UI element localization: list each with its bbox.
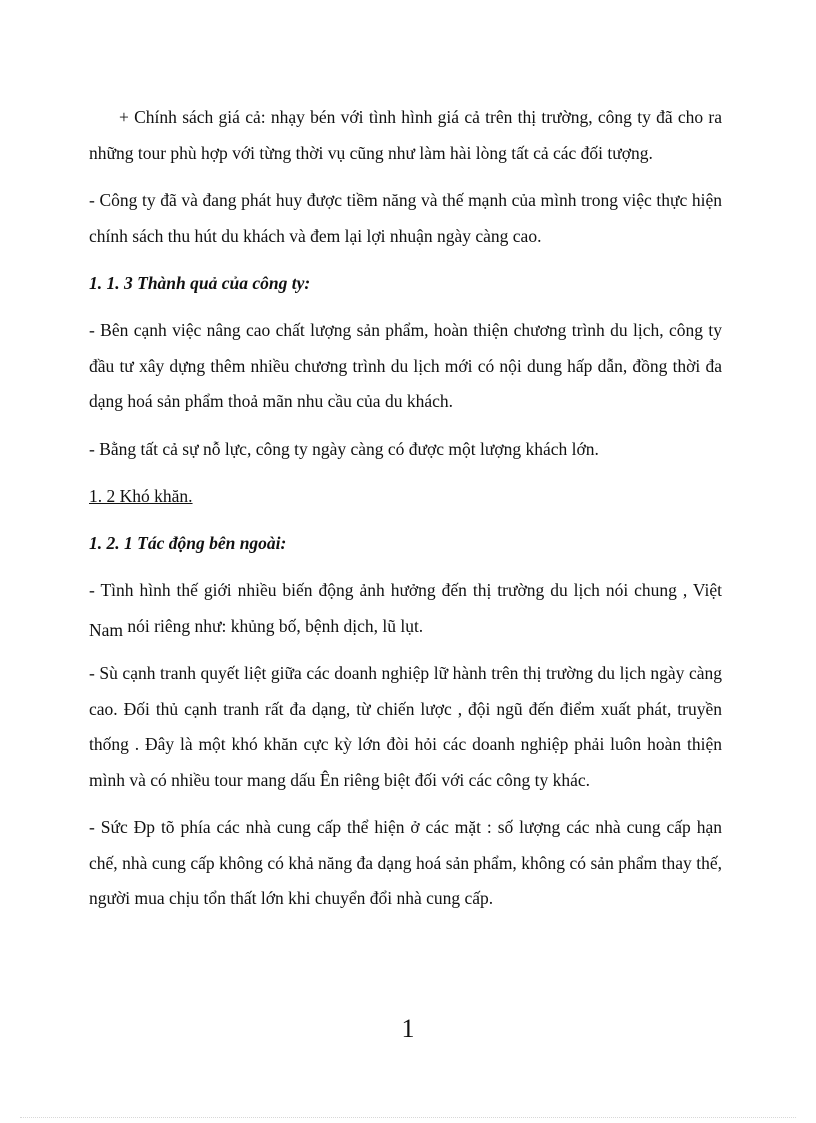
world-situation-text-b: nói riêng như: khủng bố, bệnh dịch, lũ lụt. <box>123 615 424 636</box>
paragraph-price-policy: + Chính sách giá cả: nhạy bén với tình hình giá cả trên thị trường, công ty đã cho ra những tour phù hợp với từng thời vụ cũng như làm hài lòng tất cả các đối tượng. <box>89 107 722 163</box>
paragraph-competition: - Sù cạnh tranh quyết liệt giữa các doanh nghiệp lữ hành trên thị trường du lịch ngày càng cao. Đối thủ cạnh tranh rất đa dạng, từ chiến lược , đội ngũ đến điểm xuất phát, truyền thống . Đây là một khó khăn cực kỳ lớn đòi hỏi các doanh nghiệp phải luôn hoàn thiện mình và có nhiều tour mang dấu Ên riêng biệt đối với các công ty khác. <box>89 663 722 790</box>
world-situation-text-sub: Nam <box>89 619 124 640</box>
world-situation-text-a: - Tình hình thế giới nhiều biến động ảnh hưởng đến thị trường du lịch nói chung , Việt <box>89 580 722 600</box>
paragraph-world-situation <box>89 573 722 644</box>
page-number: 1 <box>401 1014 415 1043</box>
paragraph-effort: - Bằng tất cả sự nỗ lực, công ty ngày càng có được một lượng khách lớn. <box>89 438 599 459</box>
heading-1-2-1: 1. 2. 1 Tác động bên ngoài: <box>89 533 287 553</box>
document-page <box>89 100 722 929</box>
heading-1-2: 1. 2 Khó khăn. <box>89 486 193 506</box>
page-bottom-divider <box>20 1117 796 1118</box>
paragraph-quality: - Bên cạnh việc nâng cao chất lượng sản phẩm, hoàn thiện chương trình du lịch, công ty đầu tư xây dựng thêm nhiều chương trình du lịch mới có nội dung hấp dẫn, đồng thời đa dạng hoá sản phẩm thoả mãn nhu cầu của du khách. <box>89 320 722 411</box>
heading-1-1-3: 1. 1. 3 Thành quả của công ty: <box>89 273 311 293</box>
paragraph-potential: - Công ty đã và đang phát huy được tiềm năng và thế mạnh của mình trong việc thực hiện chính sách thu hút du khách và đem lại lợi nhuận ngày càng cao. <box>89 190 722 246</box>
paragraph-supplier-pressure: - Sức Ðp tõ phía các nhà cung cấp thể hiện ở các mặt : số lượng các nhà cung cấp hạn chế, nhà cung cấp không có khả năng đa dạng hoá sản phẩm, không có sản phẩm thay thế, người mua chịu tổn thất lớn khi chuyển đổi nhà cung cấp. <box>89 817 722 908</box>
